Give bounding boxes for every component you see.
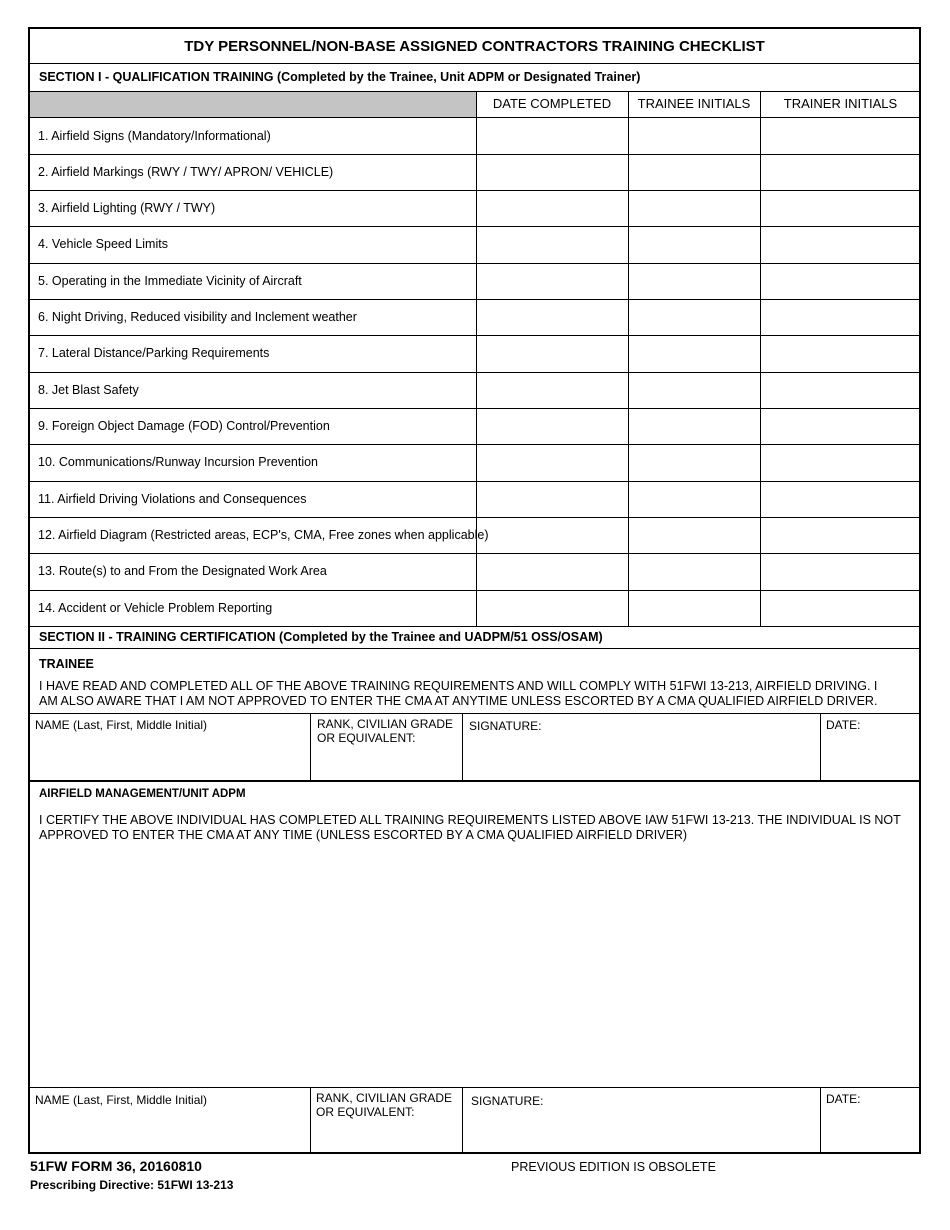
checklist-item: 9. Foreign Object Damage (FOD) Control/Prevention: [38, 419, 330, 433]
trainee-label: TRAINEE: [39, 657, 94, 671]
training-checklist-form: [28, 27, 921, 1154]
form-title: TDY PERSONNEL/NON-BASE ASSIGNED CONTRACTORS TRAINING CHECKLIST: [184, 38, 765, 55]
management-name-field[interactable]: NAME (Last, First, Middle Initial): [35, 1093, 208, 1107]
checklist-item: 10. Communications/Runway Incursion Prevention: [38, 455, 318, 469]
management-statement: I CERTIFY THE ABOVE INDIVIDUAL HAS COMPLETED ALL TRAINING REQUIREMENTS LISTED ABOVE IAW 51FWI 13-213. THE INDIVIDUAL IS NOT APPROVED TO ENTER THE CMA AT ANY TIME (UNLESS ESCORTED BY A CMA QUALIFIED AIRFIELD DRIVER): [39, 813, 901, 842]
header-shade: [30, 92, 476, 117]
checklist-item: 3. Airfield Lighting (RWY / TWY): [38, 201, 216, 215]
checklist-item: 4. Vehicle Speed Limits: [38, 237, 168, 251]
trainee-name-field[interactable]: NAME (Last, First, Middle Initial): [35, 718, 208, 732]
checklist-item: 14. Accident or Vehicle Problem Reporting: [38, 601, 273, 615]
checklist-item: 5. Operating in the Immediate Vicinity of Aircraft: [38, 274, 302, 288]
checklist-item: 7. Lateral Distance/Parking Requirements: [38, 346, 270, 360]
management-signature-field[interactable]: SIGNATURE:: [471, 1094, 544, 1108]
prescribing-directive: Prescribing Directive: 51FWI 13-213: [30, 1178, 234, 1192]
checklist-item: 1. Airfield Signs (Mandatory/Informational): [38, 129, 271, 143]
section1-heading: SECTION I - QUALIFICATION TRAINING (Completed by the Trainee, Unit ADPM or Designated Trainer): [39, 70, 641, 84]
edition-note: PREVIOUS EDITION IS OBSOLETE: [511, 1160, 716, 1174]
col-trainer-initials: TRAINER INITIALS: [783, 96, 898, 111]
checklist-item: 13. Route(s) to and From the Designated Work Area: [38, 564, 327, 578]
trainee-statement: I HAVE READ AND COMPLETED ALL OF THE ABOVE TRAINING REQUIREMENTS AND WILL COMPLY WITH 51FWI 13-213, AIRFIELD DRIVING. I AM ALSO AWARE THAT I AM NOT APPROVED TO ENTER THE CMA AT ANYTIME UNLESS ESCORTED BY A CMA QUALIFIED AIRFIELD DRIVER.: [39, 679, 878, 708]
form-number: 51FW FORM 36, 20160810: [30, 1158, 202, 1174]
col-date-completed: DATE COMPLETED: [492, 96, 612, 111]
checklist-item: 6. Night Driving, Reduced visibility and Inclement weather: [38, 310, 357, 324]
trainee-signature-field[interactable]: SIGNATURE:: [469, 719, 542, 733]
management-rank-field[interactable]: RANK, CIVILIAN GRADE OR EQUIVALENT:: [316, 1091, 453, 1119]
management-date-field[interactable]: DATE:: [826, 1092, 861, 1106]
checklist-item: 11. Airfield Driving Violations and Consequences: [38, 492, 307, 506]
checklist-item: 12. Airfield Diagram (Restricted areas, ECP's, CMA, Free zones when applicable): [38, 528, 489, 542]
trainee-date-field[interactable]: DATE:: [826, 718, 861, 732]
management-label: AIRFIELD MANAGEMENT/UNIT ADPM: [39, 788, 246, 800]
checklist-item: 2. Airfield Markings (RWY / TWY/ APRON/ VEHICLE): [38, 165, 334, 179]
trainee-rank-field[interactable]: RANK, CIVILIAN GRADE OR EQUIVALENT:: [317, 717, 454, 745]
checklist-item: 8. Jet Blast Safety: [38, 383, 139, 397]
col-trainee-initials: TRAINEE INITIALS: [637, 96, 751, 111]
section2-heading: SECTION II - TRAINING CERTIFICATION (Completed by the Trainee and UADPM/51 OSS/OSAM): [39, 630, 603, 644]
